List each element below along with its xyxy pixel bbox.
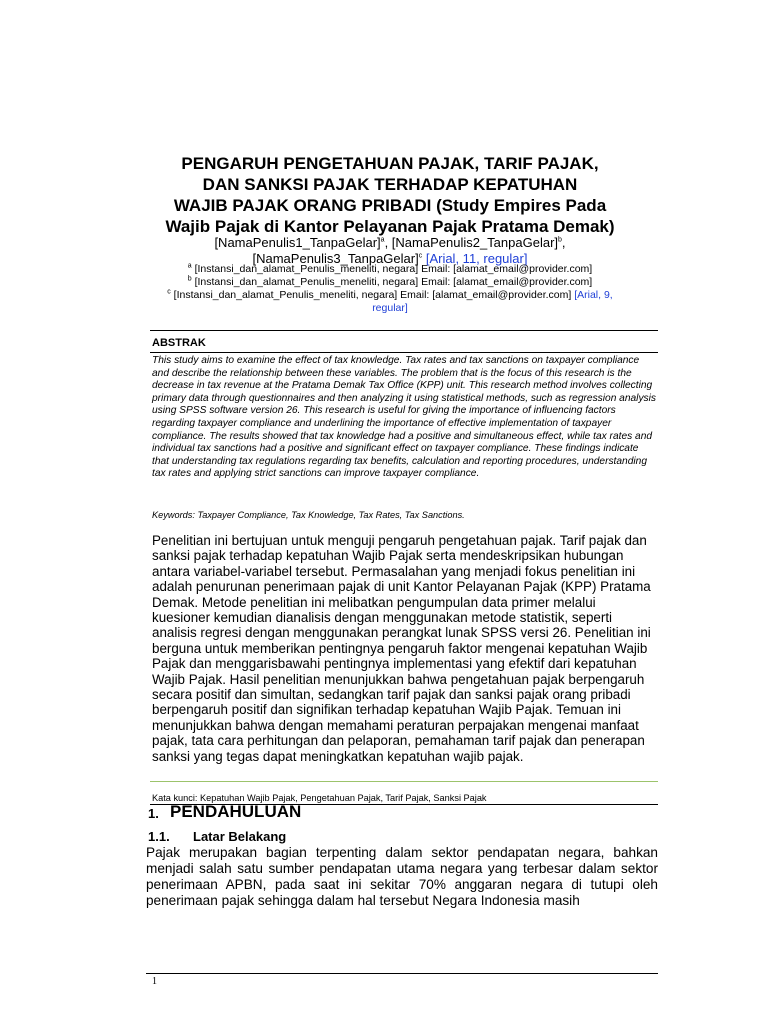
- section-title: PENDAHULUAN: [170, 802, 302, 821]
- section-number: 1.: [148, 806, 159, 821]
- author-1-sup: a: [380, 236, 385, 244]
- title-line-3-main: WAJIB PAJAK ORANG PRIBADI: [173, 196, 432, 215]
- subsection-title: Latar Belakang: [193, 829, 287, 844]
- abstract-heading-rule: [150, 352, 658, 353]
- author-2: [NamaPenulis2_TanpaGelar]: [391, 235, 559, 250]
- page-number: 1: [152, 976, 157, 987]
- affiliation-c: [145, 289, 635, 302]
- keywords-indonesian: Kata kunci: Kepatuhan Wajib Pajak, Pengetahuan Pajak, Tarif Pajak, Sanksi Pajak: [152, 793, 487, 803]
- affiliation-c-sup: c: [167, 288, 171, 296]
- keywords-separator-rule: [150, 781, 658, 782]
- affiliation-a-text: [Instansi_dan_alamat_Penulis_meneliti, negara] Email: [alamat_email@provider.com]: [191, 263, 593, 275]
- author-format-note: [Arial, 11, regular]: [422, 251, 528, 266]
- author-1: [NamaPenulis1_TanpaGelar]: [214, 235, 381, 250]
- paper-title: [140, 153, 640, 237]
- title-line-3-tail: (Study Empires Pada: [431, 196, 607, 215]
- title-line-3: [140, 195, 640, 216]
- affiliation-format-note: [Arial, 9,: [571, 289, 613, 301]
- author-separator: ,: [561, 235, 566, 250]
- author-line-1: [140, 235, 640, 251]
- subsection-number: 1.1.: [148, 829, 170, 844]
- abstract-heading: ABSTRAK: [152, 337, 206, 349]
- abstract-english: This study aims to examine the effect of tax knowledge. Tax rates and tax sanctions on taxpayer compliance and describe the relationship between these variables. The problem that is the focus of this research is the decrease in tax revenue at the Pratama Demak Tax Office (KPP) unit. This research method involves collecting primary data through questionnaires and then analyzing it using statistical methods, such as regression analysis using SPSS software version 26. This research is useful for giving the importance of influencing factors regarding taxpayer compliance and underlining the importance of effective implementation of taxpayer compliance. The results showed that tax knowledge had a positive and simultaneous effect, while tax rates and individual tax sanctions had a positive and significant effect on taxpayer compliance. These findings indicate that understanding tax regulations regarding tax benefits, calculation and reporting procedures, understanding tax rates and applying strict sanctions can improve taxpayer compliance.: [152, 355, 656, 480]
- abstract-indonesian: Penelitian ini bertujuan untuk menguji pengaruh pengetahuan pajak. Tarif pajak dan sanksi pajak terhadap kepatuhan Wajib Pajak serta mendeskripsikan hubungan antara variabel-variabel tersebut. Permasalahan yang menjadi fokus penelitian ini adalah penurunan penerimaan pajak di unit Kantor Pelayanan Pajak (KPP) Pratama Demak. Metode penelitian ini melibatkan pengumpulan data primer melalui kuesioner kemudian dianalisis dengan menggunakan metode statistik, seperti analisis regresi dengan menggunakan perangkat lunak SPSS versi 26. Penelitian ini berguna untuk memberikan pentingnya pengaruh faktor mengenai kepatuhan Wajib Pajak dan menggarisbawahi pentingnya implementasi yang efektif dari kepatuhan Wajib Pajak. Hasil penelitian menunjukkan bahwa pengetahuan pajak berpengaruh secara positif dan simultan, sedangkan tarif pajak dan sanksi pajak orang pribadi berpengaruh positif dan signifikan terhadap kepatuhan Wajib Pajak. Temuan ini menunjukkan bahwa dengan memahami peraturan perpajakan mengenai manfaat pajak, tata cara perhitungan dan pelaporan, pemahaman tarif pajak dan penerapan sanksi yang tegas dapat meningkatkan kepatuhan wajib pajak.: [152, 533, 651, 764]
- keywords-english: Keywords: Taxpayer Compliance, Tax Knowledge, Tax Rates, Tax Sanctions.: [152, 510, 465, 520]
- abstract-top-rule: [150, 330, 658, 331]
- affiliation-a: [145, 263, 635, 276]
- title-line-4: Wajib Pajak di Kantor Pelayanan Pajak Pratama Demak): [165, 217, 615, 236]
- affiliation-b: [145, 276, 635, 289]
- affiliation-b-sup: b: [187, 275, 192, 283]
- affiliation-a-sup: a: [187, 262, 192, 270]
- affiliation-format-note-cont: regular]: [372, 302, 408, 314]
- author-2-sup: b: [558, 236, 562, 244]
- author-3-sup: c: [418, 252, 423, 260]
- title-line-2: DAN SANKSI PAJAK TERHADAP KEPATUHAN: [202, 175, 578, 194]
- affiliation-list: [145, 263, 635, 315]
- footnote-rule: [146, 973, 658, 974]
- affiliation-b-text: [Instansi_dan_alamat_Penulis_meneliti, negara] Email: [alamat_email@provider.com]: [191, 276, 593, 288]
- body-paragraph: Pajak merupakan bagian terpenting dalam sektor pendapatan negara, bahkan menjadi salah satu sumber pendapatan utama negara yang terbesar dalam sektor penerimaan APBN, pada saat ini sekitar 70% anggaran negara di tutupi oleh penerimaan pajak sehingga dalam hal tersebut Negara Indonesia masih: [146, 845, 658, 908]
- author-3: [NamaPenulis3_TanpaGelar]: [252, 251, 419, 266]
- author-separator: ,: [384, 235, 392, 250]
- affiliation-c-text: [Instansi_dan_alamat_Penulis_meneliti, negara] Email: [alamat_email@provider.com]: [170, 289, 572, 301]
- title-line-1: PENGARUH PENGETAHUAN PAJAK, TARIF PAJAK,: [181, 154, 599, 173]
